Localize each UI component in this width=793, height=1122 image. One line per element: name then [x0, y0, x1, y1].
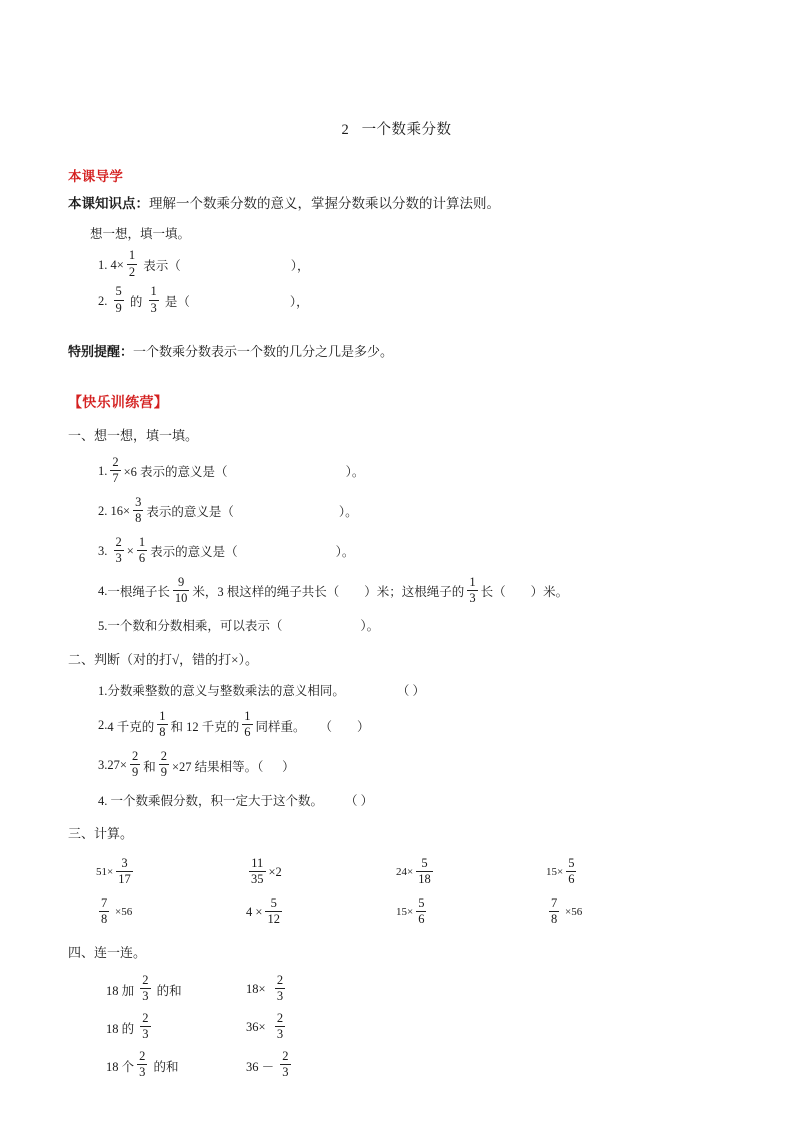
item-tail: ）。 — [338, 505, 358, 520]
item-tail: ）， — [289, 295, 309, 309]
match-left-item[interactable] — [106, 1010, 246, 1046]
item-post: 同样重。 — [255, 719, 306, 734]
match-pre: 18 加 — [106, 983, 138, 998]
item-post[interactable]: ×27 结果相等。（ — [171, 759, 264, 774]
judge-bracket[interactable]: （ ） — [319, 719, 370, 734]
item-index: 1. — [98, 463, 108, 478]
item-tail: ）， — [290, 259, 310, 273]
judge-bracket[interactable]: （ ） — [396, 683, 426, 698]
calculation-grid — [68, 855, 725, 929]
match-right-item[interactable] — [246, 1010, 406, 1046]
item-index: 5. — [98, 619, 108, 634]
match-left-item[interactable] — [106, 972, 246, 1008]
judge-bracket[interactable]: （ ） — [345, 793, 374, 808]
fraction-11-35: $\frac{11}{35}$ — [251, 855, 264, 886]
item-index: 1. — [98, 257, 108, 272]
item-text: 一个数乘假分数，积一定大于这个数。 — [110, 793, 324, 808]
item-pre: 一根绳子长 — [107, 585, 170, 600]
item-tail: ）。 — [335, 545, 355, 560]
fraction-9-10: $\frac{9}{10}$ — [174, 574, 188, 605]
section-calc-heading: 三、计算。 — [68, 826, 134, 842]
item-post: 表示的意义是（ — [146, 505, 234, 520]
calc-problem — [246, 895, 396, 929]
item-tail: ）。 — [360, 619, 380, 634]
fraction-7-8: $\frac{7}{8}$ — [101, 895, 108, 926]
fill-question-2 — [68, 496, 725, 526]
fraction-1-2: $\frac{1}{2}$ — [128, 248, 136, 279]
item-pre: 4 千克的 — [107, 719, 155, 734]
section-judge-heading: 二、判断（对的打√，错的打×）。 — [68, 652, 258, 668]
item-mid: 和 12 千克的 — [170, 719, 240, 734]
item-post: 表示（ — [140, 259, 181, 273]
item-mid: 米，3 根这样的绳子共长（ — [192, 585, 340, 600]
match-post: 的和 — [150, 1059, 179, 1074]
item-index: 4. — [98, 583, 108, 598]
item-index: 2. — [98, 503, 108, 518]
fraction-1-6: $\frac{1}{6}$ — [244, 708, 251, 740]
fill-question-3 — [68, 536, 725, 566]
fraction-2-3: $\frac{2}{3}$ — [115, 534, 122, 565]
fraction-5-12: $\frac{5}{12}$ — [267, 895, 280, 926]
guide-item-2 — [68, 286, 725, 316]
calc-pre: 4 × — [246, 904, 263, 919]
fraction-5-6: $\frac{5}{6}$ — [568, 855, 575, 886]
calc-problem — [246, 855, 396, 889]
judge-question-1 — [68, 682, 725, 701]
item-index: 3. — [98, 758, 108, 773]
fraction-2-3: $\frac{2}{3}$ — [139, 1049, 146, 1080]
guide-item-1 — [68, 250, 725, 280]
answer-blank-2[interactable] — [506, 582, 531, 600]
item-mid-3: 长（ — [480, 585, 506, 600]
section-fill-heading: 一、想一想，填一填。 — [68, 427, 199, 443]
match-pre: 36× — [246, 1020, 272, 1035]
fraction-2-3: $\frac{2}{3}$ — [276, 1011, 284, 1042]
calc-problem — [546, 855, 696, 889]
knowledge-point-text: 理解一个数乘分数的意义，掌握分数乘以分数的计算法则。 — [149, 196, 500, 211]
item-index: 2. — [98, 718, 108, 733]
item-post: ×6 表示的意义是（ — [123, 465, 228, 480]
fraction-5-18: $\frac{5}{18}$ — [418, 855, 431, 886]
item-tail: ）。 — [345, 465, 365, 480]
calc-problem — [96, 895, 246, 929]
fraction-5-6: $\frac{5}{6}$ — [418, 895, 425, 926]
fraction-2-7: $\frac{2}{7}$ — [112, 454, 119, 485]
fill-question-1 — [68, 456, 725, 486]
match-post: 的和 — [153, 983, 182, 998]
special-tip-line — [68, 342, 725, 362]
item-post: 表示的意义是（ — [150, 545, 238, 560]
match-pre: 18× — [246, 982, 272, 997]
knowledge-point-label: 本课知识点： — [68, 196, 149, 211]
item-text: 分数乘整数的意义与整数乘法的意义相同。 — [107, 683, 345, 698]
item-index: 3. — [98, 543, 108, 558]
calc-post: ×56 — [562, 906, 583, 919]
item-tail[interactable]: ） — [263, 759, 295, 774]
item-index: 4. — [98, 793, 108, 808]
matching-grid — [68, 972, 725, 1084]
item-tail: ）米。 — [530, 585, 569, 600]
judge-question-3 — [68, 748, 725, 781]
fill-question-5 — [68, 617, 725, 636]
judge-question-2 — [68, 708, 725, 741]
answer-blank-1[interactable] — [339, 582, 364, 600]
fraction-2-3: $\frac{2}{3}$ — [142, 973, 149, 1004]
special-tip-label: 特别提醒： — [68, 344, 134, 359]
match-right-item[interactable] — [246, 972, 406, 1008]
judge-question-4 — [68, 792, 725, 811]
item-pre: 4× — [110, 257, 124, 272]
fraction-2-3: $\frac{2}{3}$ — [142, 1011, 149, 1042]
fraction-7-8: $\frac{7}{8}$ — [551, 895, 558, 926]
calc-problem — [546, 895, 696, 929]
match-pre: 18 的 — [106, 1021, 138, 1036]
item-index: 1. — [98, 683, 108, 698]
item-mid: 和 — [143, 759, 156, 774]
item-post: 是（ — [161, 295, 190, 309]
fraction-5-9: $\frac{5}{9}$ — [115, 284, 122, 315]
fraction-1-8: $\frac{1}{8}$ — [159, 708, 166, 740]
calc-pre: 15× — [396, 906, 414, 919]
calc-problem — [396, 895, 546, 929]
item-index: 2. — [98, 293, 108, 308]
calc-pre: 51× — [96, 866, 114, 879]
section-match-heading: 四、连一连。 — [68, 945, 147, 961]
item-pre: 16× — [110, 503, 131, 518]
fraction-1-3: $\frac{1}{3}$ — [150, 284, 157, 315]
guide-prompt: 想一想，填一填。 — [90, 227, 191, 242]
fraction-1-6: $\frac{1}{6}$ — [138, 534, 146, 565]
item-pre: 27× — [107, 758, 127, 773]
calc-problem — [396, 855, 546, 889]
calc-pre: 24× — [396, 866, 414, 879]
fraction-3-17: $\frac{3}{17}$ — [118, 855, 131, 886]
page-title: 2 一个数乘分数 — [341, 122, 452, 138]
fraction-1-3: $\frac{1}{3}$ — [469, 574, 476, 605]
guide-heading: 本课导学 — [68, 169, 124, 184]
fraction-2-3: $\frac{2}{3}$ — [282, 1049, 289, 1080]
item-mid: 的 — [126, 295, 146, 309]
knowledge-point-line — [68, 194, 725, 214]
special-tip-text: 一个数乘分数表示一个数的几分之几是多少。 — [133, 344, 394, 359]
item-mid-2: ）米；这根绳子的 — [364, 585, 465, 600]
match-pre: 18 个 — [106, 1059, 135, 1074]
calc-problem — [96, 855, 246, 889]
fraction-2-9: $\frac{2}{9}$ — [160, 748, 167, 780]
calc-post: ×56 — [112, 906, 133, 919]
match-pre: 36 － — [246, 1059, 278, 1074]
item-text: 一个数和分数相乘，可以表示（ — [107, 619, 283, 634]
fraction-2-3: $\frac{2}{3}$ — [276, 973, 284, 1004]
match-left-item[interactable] — [106, 1048, 246, 1084]
calc-pre: 15× — [546, 866, 564, 879]
training-camp-heading: 【快乐训练营】 — [68, 395, 169, 411]
fill-question-4 — [68, 576, 725, 606]
match-right-item[interactable] — [246, 1048, 406, 1084]
calc-post: ×2 — [268, 864, 282, 879]
fraction-3-8: $\frac{3}{8}$ — [135, 494, 142, 525]
item-mid: × — [126, 543, 134, 558]
fraction-2-9: $\frac{2}{9}$ — [131, 748, 139, 780]
